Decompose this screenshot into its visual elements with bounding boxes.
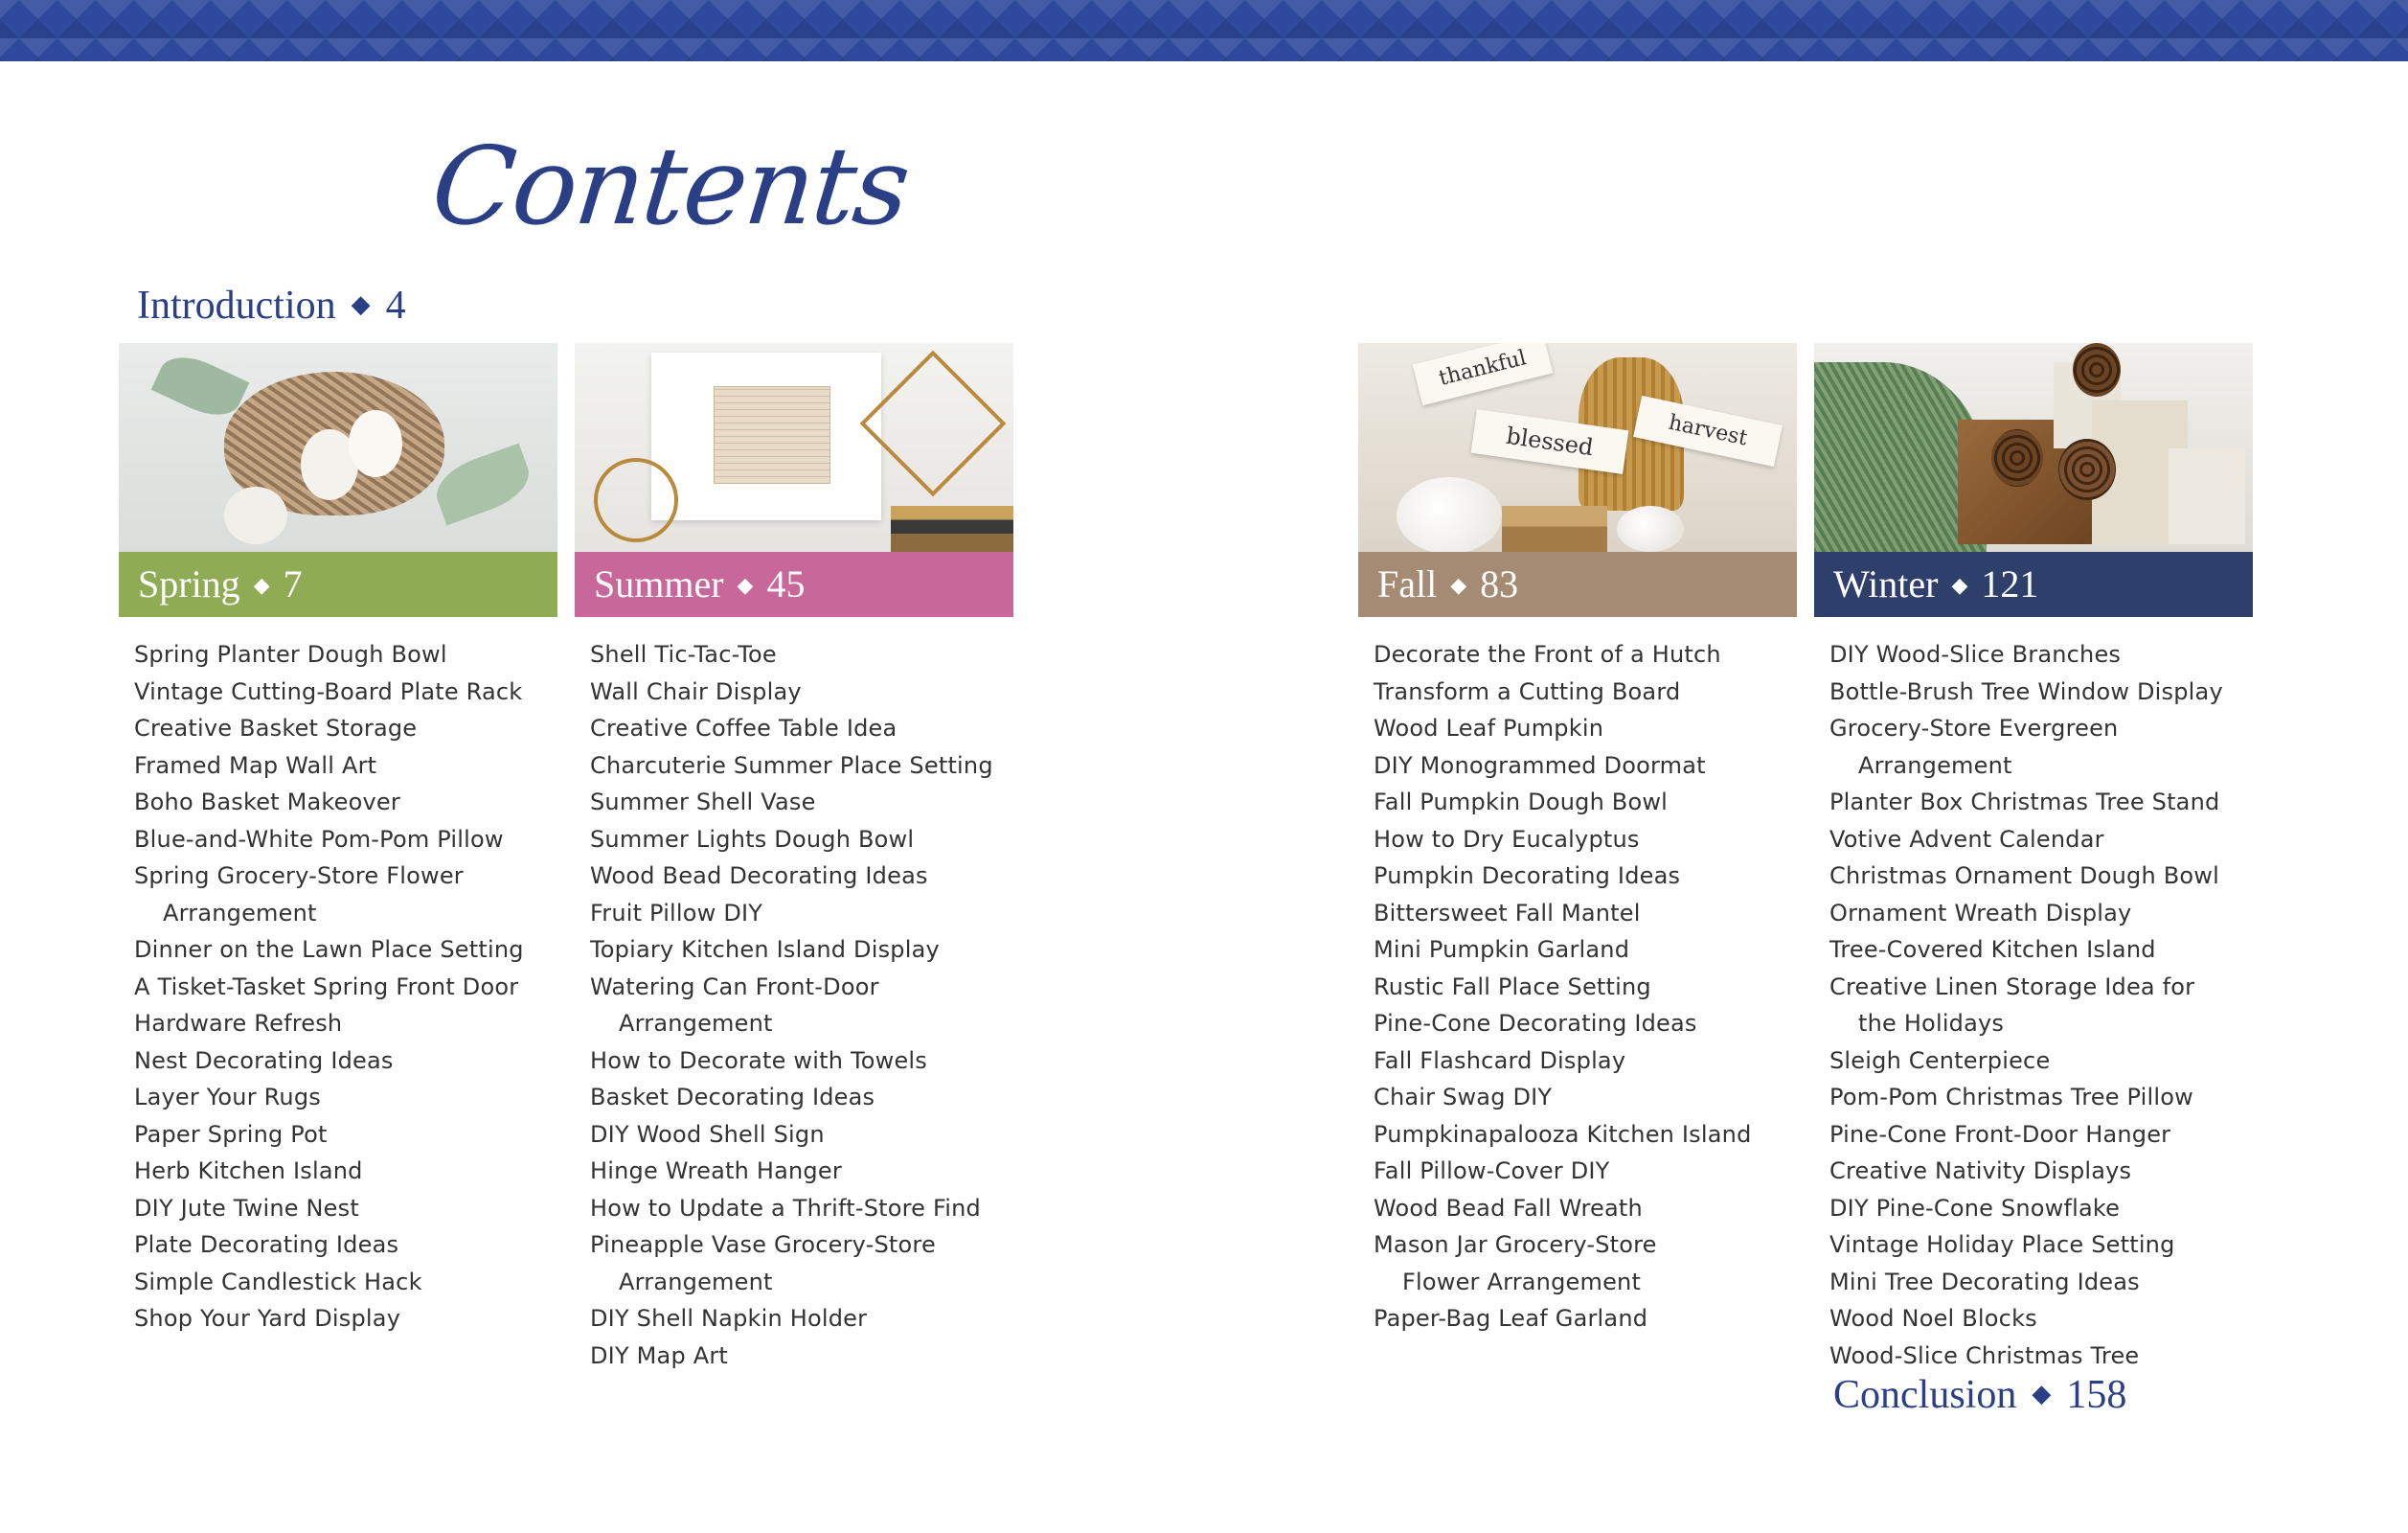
spring-item-list [119,636,557,1338]
section-header-winter[interactable] [1814,552,2253,617]
toc-item[interactable]: Fruit Pillow DIY [590,899,763,927]
toc-item[interactable]: Vintage Cutting-Board Plate Rack [134,677,523,705]
toc-item[interactable]: DIY Wood Shell Sign [590,1120,825,1148]
eucalyptus-leaf-icon [429,444,537,526]
toc-item[interactable]: Creative Linen Storage Idea for the Holidays [1829,972,2195,1037]
toc-item[interactable]: Summer Shell Vase [590,789,816,815]
toc-item[interactable]: Shop Your Yard Display [134,1305,401,1332]
toc-item[interactable]: Rustic Fall Place Setting [1374,972,1651,1000]
pine-cone-icon [1991,429,2043,487]
toc-item[interactable]: Fall Pumpkin Dough Bowl [1374,789,1669,815]
toc-item[interactable]: Planter Box Christmas Tree Stand [1829,789,2220,815]
section-page: 83 [1480,562,1519,606]
toc-item[interactable]: Wood Leaf Pumpkin [1374,715,1604,742]
section-name: Fall [1377,562,1438,606]
geometric-orb-icon [860,351,1007,497]
toc-item[interactable]: Transform a Cutting Board [1374,677,1681,705]
toc-item[interactable]: Spring Planter Dough Bowl [134,641,447,668]
toc-item[interactable]: Fall Pillow-Cover DIY [1374,1157,1610,1184]
books-icon [891,506,1013,552]
toc-item[interactable]: Vintage Holiday Place Setting [1829,1231,2175,1258]
diamond-icon: ◆ [253,573,270,597]
section-header-summer[interactable] [575,552,1013,617]
fall-item-list [1358,636,1797,1338]
flashcard-icon: harvest [1633,396,1783,467]
wood-block-icon [2169,448,2245,544]
diamond-icon: ◆ [351,290,371,318]
fall-photo [1358,343,1797,552]
toc-item[interactable]: How to Decorate with Towels [590,1046,927,1074]
toc-item[interactable]: Mini Pumpkin Garland [1374,936,1630,963]
pine-cone-icon [2058,439,2116,500]
toc-item[interactable]: A Tisket-Tasket Spring Front Door [134,972,519,1000]
diamond-icon: ◆ [2032,1380,2052,1407]
toc-item[interactable]: DIY Pine-Cone Snowflake [1829,1194,2121,1222]
section-header-spring[interactable] [119,552,557,617]
spring-photo [119,343,557,552]
introduction-label: Introduction [137,284,336,328]
section-summer [575,343,1013,1374]
egg-icon [224,487,287,544]
toc-item[interactable]: Pumpkin Decorating Ideas [1374,862,1681,889]
map-icon [714,386,830,484]
conclusion-entry[interactable] [1833,1372,2126,1418]
section-spring [119,343,557,1338]
conclusion-page: 158 [2066,1373,2127,1417]
flashcard-icon: thankful [1413,343,1553,405]
section-header-fall[interactable] [1358,552,1797,617]
geometric-orb-icon [594,458,678,542]
section-name: Summer [594,562,724,606]
toc-item[interactable]: Basket Decorating Ideas [590,1084,875,1110]
toc-item[interactable]: Pine-Cone Front-Door Hanger [1829,1120,2171,1148]
winter-photo [1814,343,2253,552]
toc-item[interactable]: Tree-Covered Kitchen Island [1829,936,2156,963]
summer-photo [575,343,1013,552]
toc-item[interactable]: How to Dry Eucalyptus [1374,825,1640,853]
toc-item[interactable]: Wood Noel Blocks [1829,1305,2037,1332]
toc-item[interactable]: Nest Decorating Ideas [134,1046,394,1074]
toc-item[interactable]: Wood-Slice Christmas Tree [1829,1341,2140,1369]
diamond-icon: ◆ [1450,573,1467,597]
toc-item[interactable]: Mason Jar Grocery-Store Flower Arrangement [1374,1231,1657,1295]
toc-item[interactable]: Shell Tic-Tac-Toe [590,641,777,668]
section-name: Winter [1833,562,1939,606]
toc-item[interactable]: Creative Nativity Displays [1829,1157,2132,1184]
decorative-top-band [0,0,2408,61]
toc-item[interactable]: Wood Bead Decorating Ideas [590,862,928,889]
toc-item[interactable]: Hardware Refresh [134,1010,343,1037]
summer-item-list [575,636,1013,1374]
toc-item[interactable]: Blue-and-White Pom-Pom Pillow [134,825,504,853]
toc-item[interactable]: Charcuterie Summer Place Setting [590,751,993,779]
toc-item[interactable]: Creative Coffee Table Idea [590,715,897,742]
toc-item[interactable]: Ornament Wreath Display [1829,899,2132,927]
section-winter [1814,343,2253,1374]
toc-item[interactable]: Paper Spring Pot [134,1120,328,1148]
toc-item[interactable]: Pine-Cone Decorating Ideas [1374,1010,1697,1037]
toc-item[interactable]: Creative Basket Storage [134,715,418,742]
pumpkin-icon [1617,506,1684,552]
section-fall [1358,343,1797,1338]
section-name: Spring [138,562,240,606]
toc-item[interactable]: Summer Lights Dough Bowl [590,825,915,853]
toc-item[interactable]: Votive Advent Calendar [1829,825,2104,853]
toc-item[interactable]: Bottle-Brush Tree Window Display [1829,677,2223,705]
egg-icon [349,410,402,477]
toc-item[interactable]: Pineapple Vase Grocery-Store Arrangement [590,1231,936,1295]
toc-item[interactable]: Watering Can Front-Door Arrangement [590,972,879,1037]
toc-item[interactable]: Fall Flashcard Display [1374,1046,1626,1074]
toc-item[interactable]: Dinner on the Lawn Place Setting [134,936,524,963]
toc-item[interactable]: Hinge Wreath Hanger [590,1157,842,1184]
toc-item[interactable]: Herb Kitchen Island [134,1157,363,1184]
toc-item[interactable]: Wall Chair Display [590,677,802,705]
toc-item[interactable]: Spring Grocery-Store Flower Arrangement [134,862,464,927]
introduction-entry[interactable] [137,283,406,329]
toc-item[interactable]: Wood Bead Fall Wreath [1374,1194,1643,1222]
toc-item[interactable]: Bittersweet Fall Mantel [1374,899,1641,927]
toc-item[interactable]: Pom-Pom Christmas Tree Pillow [1829,1084,2193,1110]
toc-item[interactable]: Plate Decorating Ideas [134,1231,399,1258]
conclusion-label: Conclusion [1833,1373,2017,1417]
toc-item[interactable]: Christmas Ornament Dough Bowl [1829,862,2219,889]
toc-item[interactable]: Grocery-Store Evergreen Arrangement [1829,715,2119,779]
diamond-icon: ◆ [737,573,754,597]
toc-item[interactable]: DIY Shell Napkin Holder [590,1305,868,1332]
toc-item[interactable]: DIY Monogrammed Doormat [1374,751,1706,779]
toc-item[interactable]: DIY Jute Twine Nest [134,1194,359,1222]
toc-item[interactable]: Framed Map Wall Art [134,751,377,779]
winter-item-list [1814,636,2253,1374]
section-page: 121 [1981,562,2039,606]
toc-item[interactable]: Layer Your Rugs [134,1084,321,1110]
page-title: Contents [426,125,915,249]
toc-item[interactable]: Paper-Bag Leaf Garland [1374,1305,1648,1332]
toc-item[interactable]: Sleigh Centerpiece [1829,1046,2051,1074]
pumpkin-icon [1397,477,1502,552]
toc-item[interactable]: How to Update a Thrift-Store Find [590,1194,981,1222]
introduction-page: 4 [385,284,406,328]
section-page: 7 [283,562,303,606]
books-icon [1502,506,1607,552]
toc-item[interactable]: Chair Swag DIY [1374,1084,1553,1110]
toc-item[interactable]: DIY Map Art [590,1341,729,1369]
toc-item[interactable]: Pumpkinapalooza Kitchen Island [1374,1120,1752,1148]
toc-item[interactable]: DIY Wood-Slice Branches [1829,641,2122,668]
toc-item[interactable]: Mini Tree Decorating Ideas [1829,1268,2140,1295]
toc-item[interactable]: Decorate the Front of a Hutch [1374,641,1721,668]
toc-item[interactable]: Boho Basket Makeover [134,789,400,815]
toc-item[interactable]: Simple Candlestick Hack [134,1268,422,1295]
diamond-icon: ◆ [1951,573,1968,597]
toc-item[interactable]: Topiary Kitchen Island Display [590,936,940,963]
section-page: 45 [766,562,806,606]
flashcard-icon: blessed [1471,409,1629,474]
pine-cone-icon [2073,343,2121,397]
